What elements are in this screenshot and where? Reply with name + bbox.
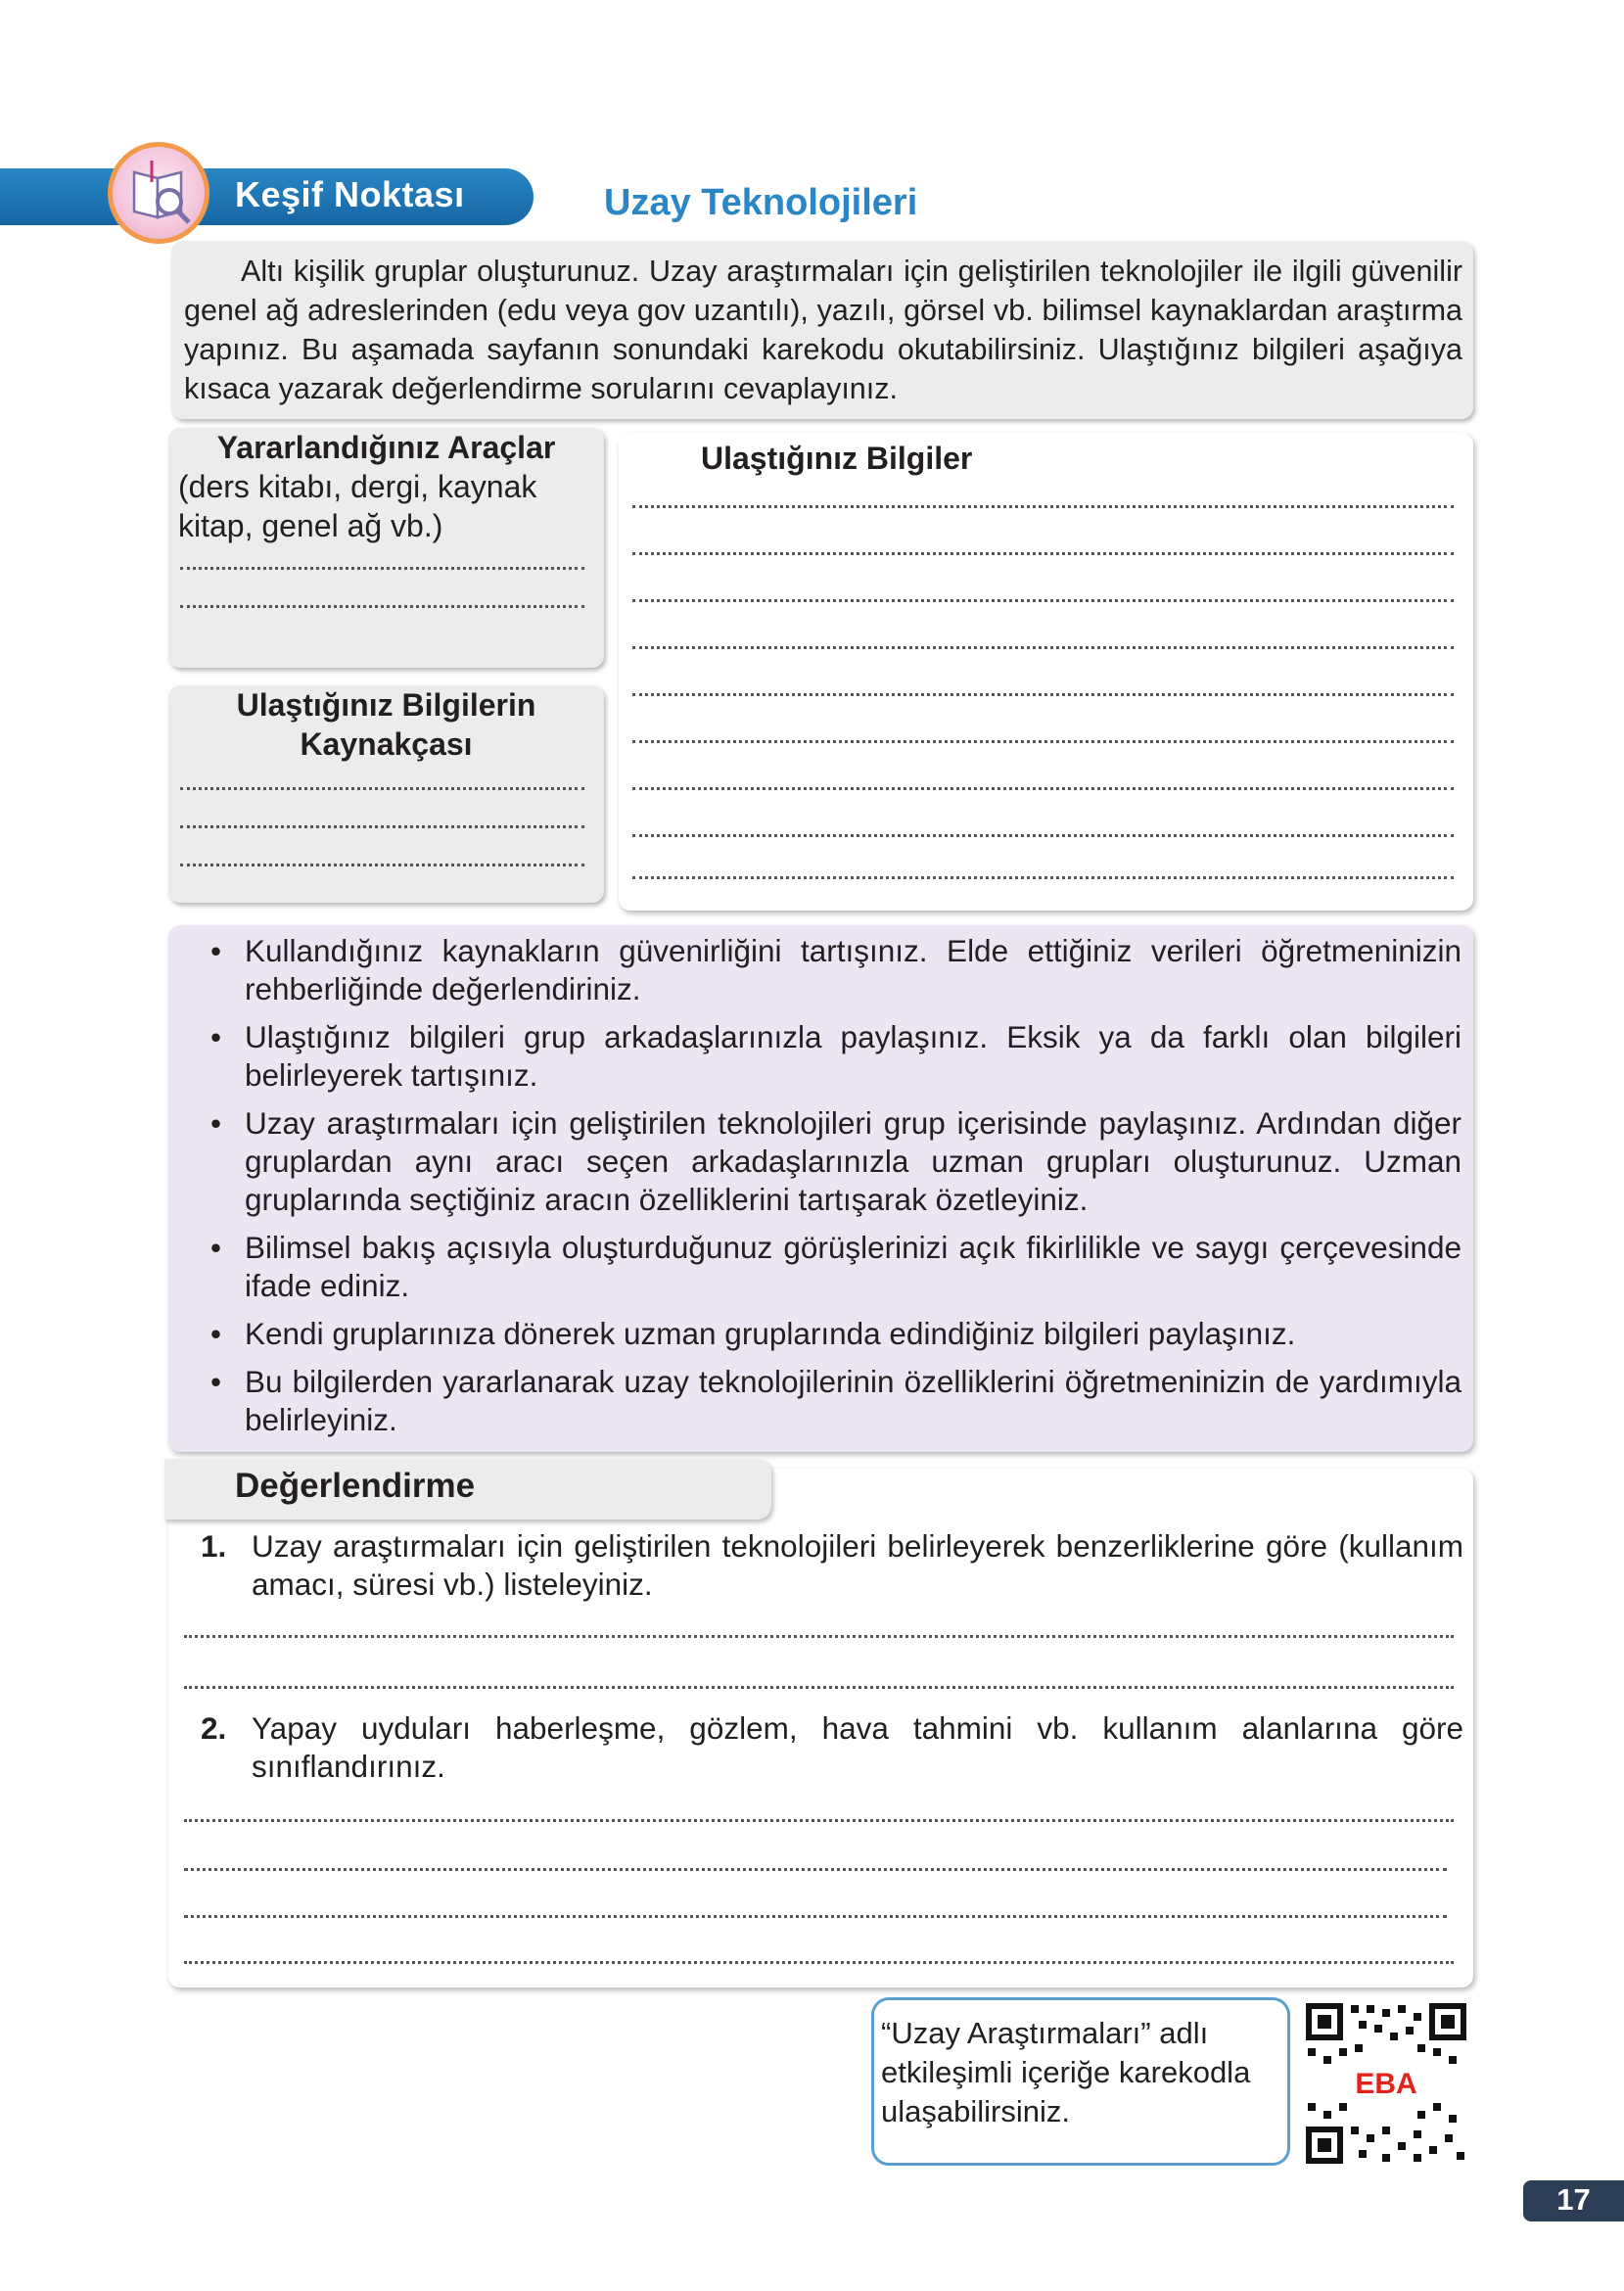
magnifier-book-icon: [108, 142, 209, 244]
qr-code-icon[interactable]: [1302, 1999, 1470, 2168]
bullet-icon: •: [210, 1019, 222, 1054]
answer-blank-line[interactable]: [184, 1868, 1447, 1871]
info-blank-line[interactable]: [632, 552, 1454, 555]
instructions-list: [201, 932, 1462, 1449]
info-blank-line[interactable]: [632, 740, 1454, 743]
list-item-text: Bilimsel bakış açısıyla oluşturduğunuz görüşlerinizi açık fikirlilikle ve saygı çerçevesinde ifade ediniz.: [245, 1230, 1462, 1303]
question-number: 1.: [201, 1528, 227, 1564]
tools-subtext: (ders kitabı, dergi, kaynak kitap, genel ağ vb.): [178, 469, 537, 543]
tools-heading: Yararlandığınız Araçlar: [216, 430, 556, 465]
question-text: Yapay uyduları haberleşme, gözlem, hava tahmini vb. kullanım alanlarına göre sınıflandırınız.: [252, 1710, 1463, 1784]
banner-label: Keşif Noktası: [235, 174, 465, 214]
bullet-icon: •: [210, 1364, 222, 1399]
sources-blank-line[interactable]: [180, 787, 584, 790]
intro-text: [184, 252, 1462, 408]
list-item-text: Kullandığınız kaynakların güvenirliğini tartışınız. Elde ettiğiniz verileri öğretmeninizin rehberliğinde değerlendiriniz.: [245, 933, 1462, 1006]
list-item: [201, 1315, 1462, 1353]
list-item: [201, 1229, 1462, 1305]
list-item-text: Bu bilgilerden yararlanarak uzay teknolojilerinin özelliklerini öğretmeninizin de yardımıyla belirleyiniz.: [245, 1364, 1462, 1437]
tools-blank-line[interactable]: [180, 605, 584, 608]
info-blank-line[interactable]: [632, 876, 1454, 879]
answer-blank-line[interactable]: [184, 1915, 1447, 1918]
evaluation-title: Değerlendirme: [235, 1467, 476, 1505]
sources-heading-line2: Kaynakçası: [300, 726, 473, 762]
question-number: 2.: [201, 1710, 227, 1746]
tools-blank-line[interactable]: [180, 567, 584, 570]
sources-blank-line[interactable]: [180, 825, 584, 828]
bullet-icon: •: [210, 1316, 222, 1351]
question-1: [201, 1527, 1463, 1604]
info-heading: Ulaştığınız Bilgiler: [701, 441, 973, 476]
question-2: [201, 1709, 1463, 1786]
bullet-icon: •: [210, 933, 222, 968]
answer-blank-line[interactable]: [184, 1819, 1454, 1822]
sources-blank-line[interactable]: [180, 864, 584, 866]
info-blank-line[interactable]: [632, 646, 1454, 649]
sources-box: [168, 685, 604, 903]
list-item: [201, 1018, 1462, 1095]
info-blank-line[interactable]: [632, 787, 1454, 790]
answer-blank-line[interactable]: [184, 1961, 1454, 1964]
page-number: 17: [1556, 2182, 1591, 2217]
bullet-icon: •: [210, 1105, 222, 1141]
info-blank-line[interactable]: [632, 505, 1454, 508]
answer-blank-line[interactable]: [184, 1686, 1454, 1689]
list-item: [201, 1104, 1462, 1219]
info-blank-line[interactable]: [632, 693, 1454, 696]
intro-paragraph: Altı kişilik gruplar oluşturunuz. Uzay araştırmaları için geliştirilen teknolojiler ile ilgili güvenilir genel ağ adreslerinden (edu veya gov uzantılı), yazılı, görsel vb. bilimsel kaynaklardan araştırma yapınız. Bu aşamada sayfanın sonundaki karekodu okutabilirsiniz. Ulaştığınız bilgileri aşağıya kısaca yazarak değerlendirme sorularını cevaplayınız.: [184, 255, 1462, 405]
bullet-icon: •: [210, 1230, 222, 1265]
question-text: Uzay araştırmaları için geliştirilen teknolojileri belirleyerek benzerliklerine göre (kullanım amacı, süresi vb.) listeleyiniz.: [252, 1528, 1463, 1602]
sources-heading: Ulaştığınız Bilgilerin: [236, 687, 536, 723]
list-item-text: Ulaştığınız bilgileri grup arkadaşlarınızla paylaşınız. Eksik ya da farklı olan bilgileri belirleyerek tartışınız.: [245, 1019, 1462, 1093]
section-title: Uzay Teknolojileri: [604, 182, 918, 223]
list-item-text: Uzay araştırmaları için geliştirilen teknolojileri grup içerisinde paylaşınız. Ardından diğer gruplardan aynı aracı seçen arkadaşlarınızla uzman grupları oluşturunuz. Uzman gruplarında seçtiğiniz aracın özelliklerini tartışarak özetleyiniz.: [245, 1105, 1462, 1217]
list-item: [201, 932, 1462, 1008]
info-box: [619, 433, 1473, 911]
qr-note-text: “Uzay Araştırmaları” adlı etkileşimli içeriğe karekodla ulaşabilirsiniz.: [881, 2016, 1251, 2128]
list-item: [201, 1363, 1462, 1439]
info-blank-line[interactable]: [632, 834, 1454, 837]
answer-blank-line[interactable]: [184, 1635, 1454, 1638]
list-item-text: Kendi gruplarınıza dönerek uzman gruplarında edindiğiniz bilgileri paylaşınız.: [245, 1316, 1296, 1351]
tools-box: [168, 428, 604, 668]
info-blank-line[interactable]: [632, 599, 1454, 602]
eba-logo-icon: EBA: [1355, 2068, 1417, 2100]
